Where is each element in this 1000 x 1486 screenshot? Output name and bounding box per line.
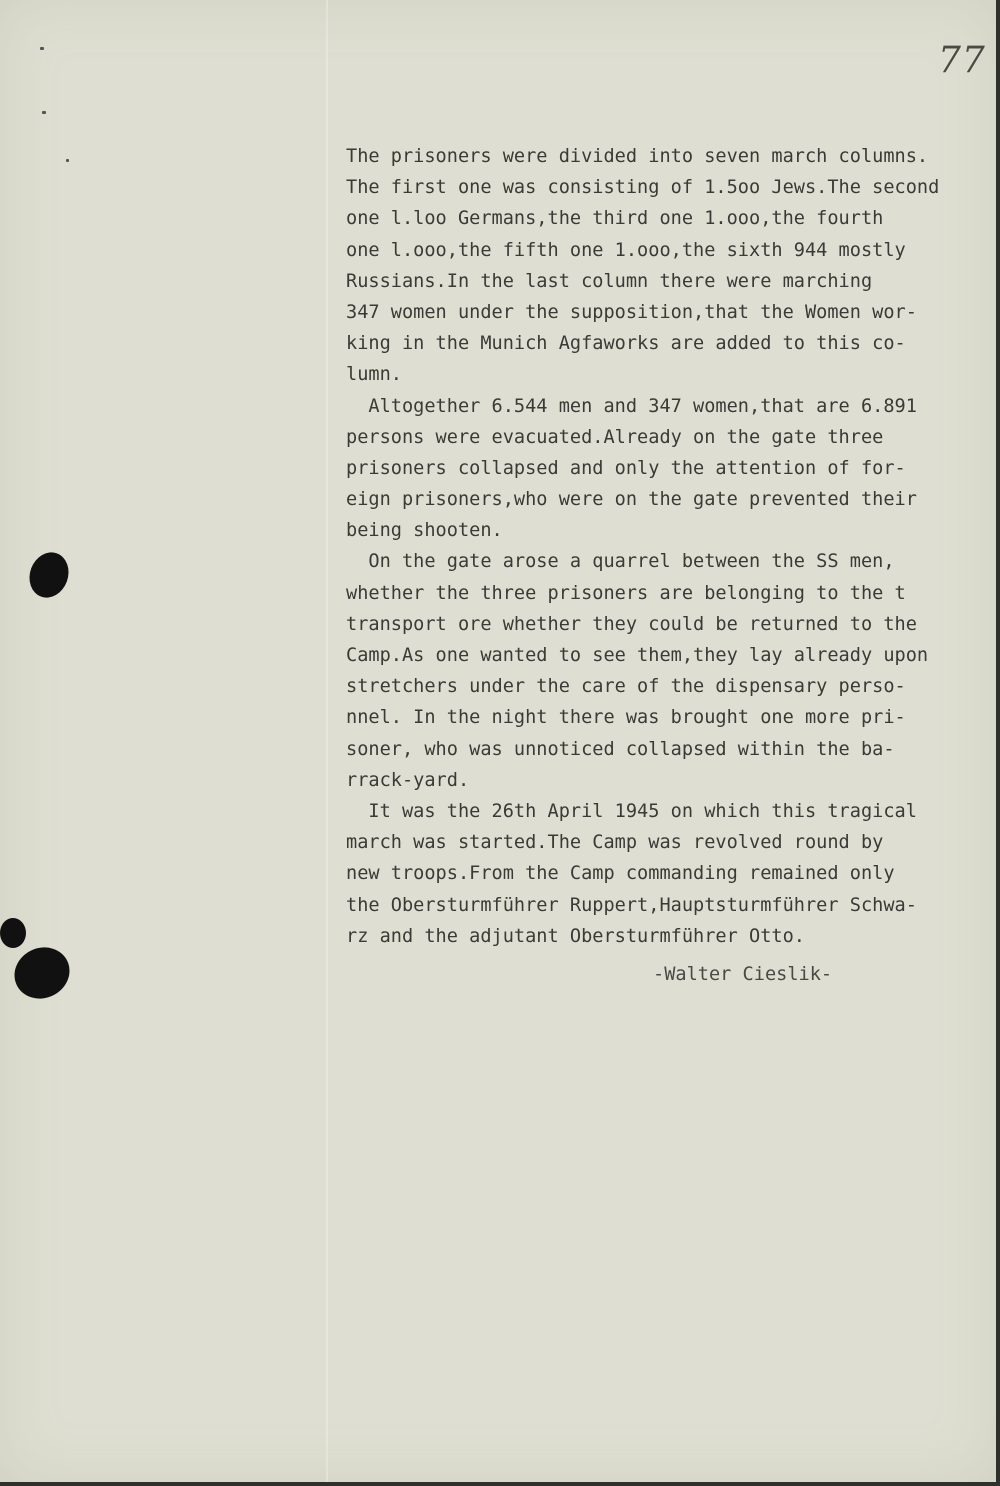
text-line: being shooten. — [346, 520, 503, 542]
text-line: one l.ooo,the fifth one 1.ooo,the sixth 944 mostly — [346, 239, 906, 261]
text-line: The first one was consisting of 1.5oo Jews.The second — [346, 177, 940, 199]
body-text — [346, 141, 1000, 952]
text-line: persons were evacuated.Already on the gate three — [346, 426, 884, 448]
text-line: the Obersturmführer Ruppert,Hauptsturmführer Schwa- — [346, 894, 917, 916]
text-line: king in the Munich Agfaworks are added to this co- — [346, 333, 906, 355]
text-line: rz and the adjutant Obersturmführer Otto. — [346, 925, 805, 947]
text-line: transport ore whether they could be returned to the — [346, 613, 917, 635]
punch-hole-mark — [23, 547, 74, 603]
page-number: 77 — [938, 40, 986, 81]
punch-hole-mark — [0, 918, 26, 948]
margin-speck — [40, 47, 44, 50]
margin-speck — [66, 159, 69, 162]
text-line: It was the 26th April 1945 on which this tragical — [346, 800, 917, 822]
text-line: Altogether 6.544 men and 347 women,that are 6.891 — [346, 395, 917, 417]
text-line: Camp.As one wanted to see them,they lay already upon — [346, 645, 929, 666]
punch-hole-mark — [6, 939, 78, 1008]
text-line: nnel. In the night there was brought one more pri- — [346, 707, 906, 729]
text-line: lumn. — [346, 364, 402, 386]
text-line: The prisoners were divided into seven march columns. — [346, 146, 929, 167]
text-line: 347 women under the supposition,that the Women wor- — [346, 301, 917, 323]
text-line: eign prisoners,who were on the gate prevented their — [346, 489, 917, 511]
margin-speck — [42, 111, 46, 114]
text-line: whether the three prisoners are belonging to the t — [346, 582, 906, 604]
text-line: On the gate arose a quarrel between the SS men, — [346, 551, 895, 573]
paper-fold — [326, 0, 328, 1482]
text-line: prisoners collapsed and only the attention of for- — [346, 457, 906, 479]
text-line: stretchers under the care of the dispensary perso- — [346, 676, 906, 698]
text-line: one l.loo Germans,the third one 1.ooo,the fourth — [346, 208, 884, 230]
text-line: march was started.The Camp was revolved round by — [346, 832, 884, 854]
text-line: soner, who was unnoticed collapsed within the ba- — [346, 738, 895, 760]
text-line: new troops.From the Camp commanding remained only — [346, 863, 895, 885]
signature: -Walter Cieslik- — [653, 964, 833, 985]
text-line: Russians.In the last column there were marching — [346, 270, 873, 292]
text-line: rrack-yard. — [346, 769, 470, 791]
